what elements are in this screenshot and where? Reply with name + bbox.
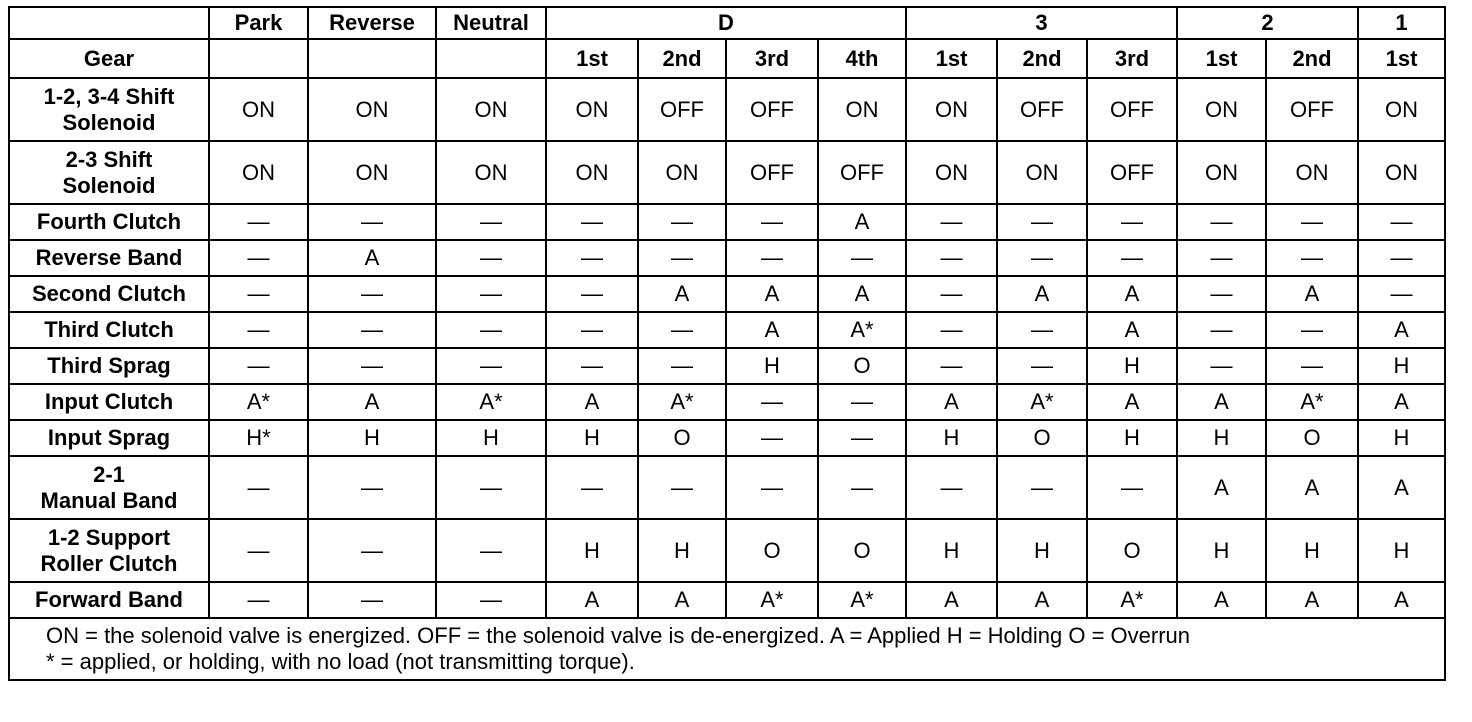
state-cell: A: [1177, 456, 1266, 519]
state-cell: A: [726, 276, 818, 312]
state-cell: A*: [818, 312, 906, 348]
state-cell: —: [1087, 240, 1177, 276]
state-cell: ON: [906, 141, 997, 204]
table-row: [9, 312, 1445, 348]
state-cell: ON: [1358, 78, 1445, 141]
state-cell: ON: [308, 78, 436, 141]
state-cell: A: [818, 204, 906, 240]
state-cell: O: [638, 420, 726, 456]
state-cell: —: [1358, 240, 1445, 276]
state-cell: A: [1266, 276, 1358, 312]
state-cell: —: [1177, 348, 1266, 384]
state-cell: A*: [1266, 384, 1358, 420]
state-cell: A: [308, 384, 436, 420]
state-cell: —: [906, 312, 997, 348]
state-cell: —: [638, 240, 726, 276]
gear-header-cell: 1st: [1177, 39, 1266, 78]
state-cell: A: [546, 582, 638, 618]
state-cell: A*: [1087, 582, 1177, 618]
state-cell: A: [726, 312, 818, 348]
state-cell: —: [436, 240, 546, 276]
state-cell: OFF: [638, 78, 726, 141]
state-cell: OFF: [1087, 78, 1177, 141]
component-label: 1-2 Support Roller Clutch: [40, 524, 178, 576]
state-cell: ON: [546, 78, 638, 141]
component-label: Third Sprag: [47, 353, 171, 378]
state-cell: O: [997, 420, 1087, 456]
state-cell: H: [1358, 420, 1445, 456]
component-label-cell: [9, 240, 209, 276]
gear-header-cell: 2nd: [638, 39, 726, 78]
state-cell: A: [1266, 582, 1358, 618]
state-cell: —: [308, 204, 436, 240]
component-label: Reverse Band: [35, 245, 183, 270]
range-header-cell: 3: [906, 7, 1177, 39]
state-cell: —: [1177, 240, 1266, 276]
state-cell: —: [906, 348, 997, 384]
range-header-cell: Neutral: [436, 7, 546, 39]
state-cell: —: [726, 420, 818, 456]
state-cell: —: [726, 204, 818, 240]
state-cell: —: [1087, 204, 1177, 240]
state-cell: —: [209, 204, 308, 240]
state-cell: A*: [818, 582, 906, 618]
state-cell: A*: [436, 384, 546, 420]
state-cell: H: [906, 420, 997, 456]
state-cell: H: [1266, 519, 1358, 582]
state-cell: OFF: [997, 78, 1087, 141]
component-label-cell: [9, 312, 209, 348]
state-cell: —: [546, 240, 638, 276]
state-cell: ON: [818, 78, 906, 141]
state-cell: O: [726, 519, 818, 582]
component-label-cell: [9, 420, 209, 456]
component-label: 2-3 Shift Solenoid: [62, 146, 156, 198]
state-cell: —: [546, 348, 638, 384]
state-cell: —: [308, 519, 436, 582]
state-cell: —: [436, 276, 546, 312]
state-cell: —: [997, 312, 1087, 348]
state-cell: —: [1266, 312, 1358, 348]
gear-header-cell: [209, 39, 308, 78]
component-label-cell: [9, 78, 209, 141]
range-header-cell: [9, 7, 209, 39]
state-cell: A: [1087, 312, 1177, 348]
component-label: Input Sprag: [47, 425, 171, 450]
state-cell: —: [638, 456, 726, 519]
state-cell: —: [436, 582, 546, 618]
gear-header-row: [9, 39, 1445, 78]
state-cell: H: [546, 519, 638, 582]
state-cell: —: [308, 312, 436, 348]
state-cell: H: [1358, 519, 1445, 582]
state-cell: —: [818, 456, 906, 519]
state-cell: A: [1358, 582, 1445, 618]
state-cell: ON: [1177, 78, 1266, 141]
gear-header-cell: 3rd: [1087, 39, 1177, 78]
state-cell: OFF: [818, 141, 906, 204]
state-cell: ON: [209, 78, 308, 141]
state-cell: —: [209, 240, 308, 276]
state-cell: H: [546, 420, 638, 456]
state-cell: A: [997, 582, 1087, 618]
legend-cell: [9, 618, 1445, 680]
component-label-cell: [9, 384, 209, 420]
state-cell: H: [997, 519, 1087, 582]
state-cell: —: [818, 420, 906, 456]
state-cell: ON: [308, 141, 436, 204]
state-cell: —: [546, 456, 638, 519]
state-cell: A: [638, 582, 726, 618]
state-cell: —: [906, 204, 997, 240]
state-cell: —: [1177, 204, 1266, 240]
state-cell: A: [906, 582, 997, 618]
state-cell: ON: [436, 78, 546, 141]
state-cell: —: [209, 312, 308, 348]
state-cell: —: [209, 276, 308, 312]
state-cell: —: [997, 240, 1087, 276]
state-cell: O: [818, 519, 906, 582]
state-cell: OFF: [726, 78, 818, 141]
state-cell: H: [638, 519, 726, 582]
state-cell: —: [209, 348, 308, 384]
state-cell: A*: [638, 384, 726, 420]
state-cell: OFF: [1266, 78, 1358, 141]
state-cell: H: [1087, 348, 1177, 384]
gear-header-cell: 2nd: [1266, 39, 1358, 78]
state-cell: —: [1358, 204, 1445, 240]
clutch-application-table: [8, 6, 1446, 681]
state-cell: —: [546, 276, 638, 312]
table-row: [9, 582, 1445, 618]
table-row: [9, 276, 1445, 312]
state-cell: A: [1177, 384, 1266, 420]
state-cell: —: [1087, 456, 1177, 519]
state-cell: ON: [546, 141, 638, 204]
state-cell: A: [1177, 582, 1266, 618]
gear-header-cell: 3rd: [726, 39, 818, 78]
legend-line-2: * = applied, or holding, with no load (not transmitting torque).: [46, 649, 635, 674]
state-cell: —: [436, 456, 546, 519]
component-label-cell: [9, 204, 209, 240]
state-cell: —: [1266, 240, 1358, 276]
state-cell: —: [308, 582, 436, 618]
state-cell: A: [546, 384, 638, 420]
state-cell: ON: [1358, 141, 1445, 204]
state-cell: A: [1358, 384, 1445, 420]
state-cell: OFF: [1087, 141, 1177, 204]
table-row: [9, 420, 1445, 456]
component-label-cell: [9, 456, 209, 519]
state-cell: ON: [906, 78, 997, 141]
component-label: 2-1 Manual Band: [40, 461, 178, 513]
range-header-cell: Park: [209, 7, 308, 39]
state-cell: OFF: [726, 141, 818, 204]
state-cell: —: [436, 519, 546, 582]
component-label-cell: [9, 276, 209, 312]
table-row: [9, 456, 1445, 519]
state-cell: —: [638, 204, 726, 240]
table-row: [9, 204, 1445, 240]
gear-header-cell: 2nd: [997, 39, 1087, 78]
range-header-cell: 1: [1358, 7, 1445, 39]
state-cell: —: [209, 519, 308, 582]
state-cell: —: [436, 204, 546, 240]
state-cell: H: [436, 420, 546, 456]
legend-line-1: ON = the solenoid valve is energized. OFF = the solenoid valve is de-energized. A = Applied H = Holding O = Overrun: [46, 623, 1191, 648]
state-cell: H: [308, 420, 436, 456]
state-cell: —: [308, 276, 436, 312]
state-cell: A*: [997, 384, 1087, 420]
shift-chart: [8, 6, 1446, 681]
component-label-cell: [9, 582, 209, 618]
legend-row: [9, 618, 1445, 680]
state-cell: —: [1177, 276, 1266, 312]
state-cell: —: [997, 348, 1087, 384]
state-cell: —: [546, 312, 638, 348]
state-cell: A: [906, 384, 997, 420]
range-header-cell: D: [546, 7, 906, 39]
state-cell: O: [1266, 420, 1358, 456]
table-row: [9, 78, 1445, 141]
state-cell: A: [308, 240, 436, 276]
state-cell: A: [1087, 276, 1177, 312]
state-cell: —: [1266, 204, 1358, 240]
state-cell: H: [1087, 420, 1177, 456]
state-cell: —: [209, 456, 308, 519]
state-cell: —: [726, 240, 818, 276]
range-header-row: [9, 7, 1445, 39]
component-label: Input Clutch: [44, 389, 174, 414]
state-cell: A*: [209, 384, 308, 420]
gear-header-cell: 1st: [546, 39, 638, 78]
state-cell: ON: [997, 141, 1087, 204]
state-cell: —: [906, 456, 997, 519]
state-cell: A: [1358, 456, 1445, 519]
state-cell: —: [906, 240, 997, 276]
state-cell: —: [1177, 312, 1266, 348]
state-cell: O: [1087, 519, 1177, 582]
state-cell: —: [997, 204, 1087, 240]
state-cell: —: [546, 204, 638, 240]
state-cell: A*: [726, 582, 818, 618]
gear-header-cell: [436, 39, 546, 78]
component-label: Second Clutch: [31, 281, 186, 306]
state-cell: —: [308, 456, 436, 519]
state-cell: H: [1177, 519, 1266, 582]
state-cell: A: [997, 276, 1087, 312]
state-cell: —: [638, 348, 726, 384]
state-cell: —: [638, 312, 726, 348]
component-label: 1-2, 3-4 Shift Solenoid: [43, 83, 175, 135]
state-cell: —: [436, 312, 546, 348]
state-cell: ON: [436, 141, 546, 204]
state-cell: —: [818, 384, 906, 420]
state-cell: ON: [1177, 141, 1266, 204]
state-cell: O: [818, 348, 906, 384]
range-header-cell: 2: [1177, 7, 1358, 39]
table-row: [9, 384, 1445, 420]
component-label-cell: [9, 141, 209, 204]
component-label-cell: [9, 348, 209, 384]
state-cell: A: [1087, 384, 1177, 420]
gear-header-cell: [308, 39, 436, 78]
table-row: [9, 240, 1445, 276]
state-cell: —: [726, 456, 818, 519]
gear-header-cell: 1st: [1358, 39, 1445, 78]
table-row: [9, 141, 1445, 204]
table-row: [9, 348, 1445, 384]
state-cell: —: [436, 348, 546, 384]
table-row: [9, 519, 1445, 582]
state-cell: —: [308, 348, 436, 384]
state-cell: A: [818, 276, 906, 312]
range-header-cell: Reverse: [308, 7, 436, 39]
state-cell: H: [906, 519, 997, 582]
component-label-cell: [9, 519, 209, 582]
state-cell: —: [1358, 276, 1445, 312]
state-cell: ON: [638, 141, 726, 204]
state-cell: A: [638, 276, 726, 312]
state-cell: —: [726, 384, 818, 420]
state-cell: ON: [1266, 141, 1358, 204]
gear-header-cell: 1st: [906, 39, 997, 78]
state-cell: H: [1358, 348, 1445, 384]
state-cell: —: [1266, 348, 1358, 384]
state-cell: —: [818, 240, 906, 276]
state-cell: —: [209, 582, 308, 618]
state-cell: H*: [209, 420, 308, 456]
state-cell: ON: [209, 141, 308, 204]
gear-header-cell: 4th: [818, 39, 906, 78]
state-cell: H: [1177, 420, 1266, 456]
state-cell: H: [726, 348, 818, 384]
gear-row-label: Gear: [9, 39, 209, 78]
component-label: Forward Band: [35, 587, 183, 612]
state-cell: A: [1358, 312, 1445, 348]
state-cell: A: [1266, 456, 1358, 519]
component-label: Third Clutch: [44, 317, 174, 342]
state-cell: —: [906, 276, 997, 312]
component-label: Fourth Clutch: [36, 209, 182, 234]
state-cell: —: [997, 456, 1087, 519]
